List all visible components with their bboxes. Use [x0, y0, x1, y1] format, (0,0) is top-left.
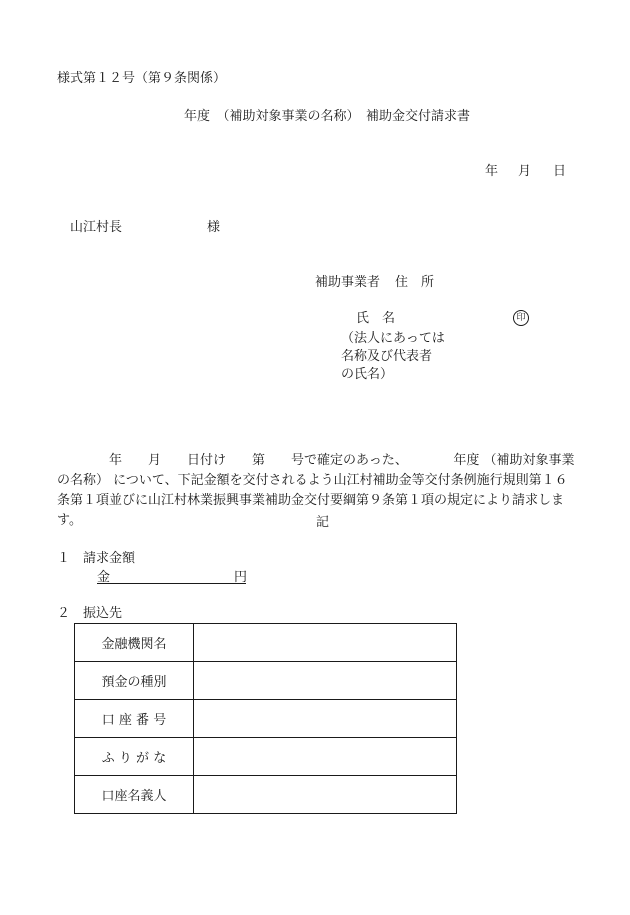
furigana-label: ふ り が な	[75, 738, 194, 776]
table-row	[75, 776, 457, 814]
table-row	[75, 738, 457, 776]
name-label: 氏 名	[356, 311, 396, 326]
date-year: 年	[485, 164, 499, 179]
bank-name-label: 金融機関名	[75, 624, 194, 662]
body-line: 条第１項並びに山江村林業振興事業補助金交付要綱第９条第１項の規定により請求しま	[57, 493, 565, 508]
table-row	[75, 700, 457, 738]
body-line: 年 月 日付け 第 号で確定のあった、 年度 （補助対象事業	[57, 453, 575, 468]
account-number-label: 口 座 番 号	[75, 700, 194, 738]
date-month: 月	[518, 164, 532, 179]
account-holder-field[interactable]	[194, 776, 457, 814]
body-line: す。	[57, 513, 82, 528]
address-label: 住 所	[395, 275, 435, 290]
furigana-field[interactable]	[194, 738, 457, 776]
ki-heading: 記	[316, 515, 330, 530]
section2-heading: ２ 振込先	[57, 606, 123, 621]
addressee-name: 山江村長	[70, 220, 123, 235]
table-row	[75, 624, 457, 662]
addressee-honorific: 様	[207, 220, 221, 235]
amount-unit: 円	[234, 570, 248, 585]
amount-underline	[97, 583, 246, 584]
amount-prefix: 金	[97, 570, 111, 585]
applicant-note-line: の氏名）	[341, 367, 394, 382]
body-line: の名称） について、下記金額を交付されるよう山江村補助金等交付条例施行規則第１６	[57, 473, 568, 488]
deposit-type-field[interactable]	[194, 662, 457, 700]
seal-mark: 印	[513, 310, 529, 326]
bank-transfer-table	[74, 623, 457, 814]
applicant-note-line: 名称及び代表者	[341, 349, 433, 364]
account-holder-label: 口座名義人	[75, 776, 194, 814]
bank-name-field[interactable]	[194, 624, 457, 662]
applicant-heading: 補助事業者	[315, 275, 381, 290]
table-row	[75, 662, 457, 700]
date-day: 日	[553, 164, 567, 179]
section1-heading: １ 請求金額	[57, 551, 136, 566]
document-title: 年度 （補助対象事業の名称） 補助金交付請求書	[184, 109, 471, 124]
form-number: 様式第１２号（第９条関係）	[57, 71, 227, 86]
deposit-type-label: 預金の種別	[75, 662, 194, 700]
account-number-field[interactable]	[194, 700, 457, 738]
applicant-note-line: （法人にあっては	[341, 331, 445, 346]
